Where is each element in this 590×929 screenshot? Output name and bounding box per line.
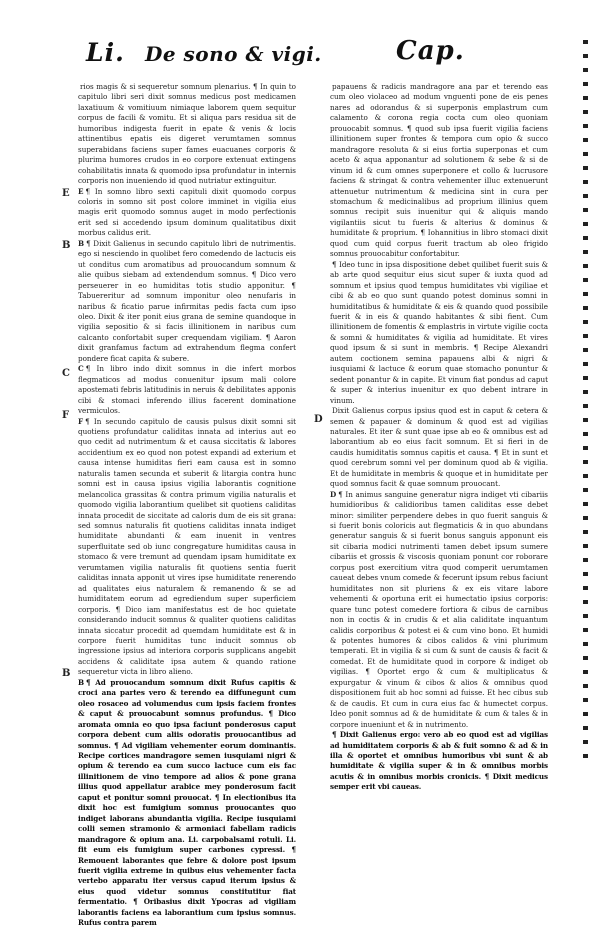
margin-letter: E	[62, 188, 70, 199]
paragraph-mark: B	[78, 238, 85, 248]
margin-letter: B	[62, 240, 71, 251]
left-paragraph	[78, 82, 296, 187]
left-paragraph	[78, 364, 296, 416]
paragraph-mark: D	[330, 489, 337, 499]
paragraph-text: ¶ Dixit Galienus ergo: vero ab eo quod est ad vigilias ad humiditatem corporis & ab & fuit somno & ad & in illa & oportet et omnibus humoribus vbi sunt & ab humiditate & vigilia super & in & omnibus morbis acutis & in omnibus morbis cronicis. ¶ Dixit medicus semper erit vbi caueas.	[330, 730, 548, 792]
header-left: Li.	[86, 38, 125, 67]
paragraph-text: ¶ In somno libro sexti capituli dixit quomodo corpus coloris in somno sit post colore imminet in vigilia eius magis erit quomodo somnus auget in modo perfectionis erit sed si accedendo ipsum dominum qualitatibus dixit morbus calidus erit.	[78, 186, 296, 238]
paragraph-text: ¶ Ad prouocandum somnum dixit Rufus capitis & croci ana partes vero & terendo ea diffunegunt cum oleo rosaceo ad volumendus cum ipsis faciem frontes & caput & prouocabunt somnus profundus. ¶ Dico aromata omnia eo quo ipsa faciunt ponderosus caput corpora debent cum aliis odoratis prouocantibus ad somnus. ¶ Ad vigiliam vehementer eorum dominantis. Recipe cortices mandragore semen iusquiami nigri & opium & terendo ea cum succo lactuce cum eis fac illinitionem de vino tempore ad alios & pone grana illius quod appellatur arabice mey ponderosum facit caput et ponitur somni prouocat. ¶ In electionibus ita dixit hoc est fumigium somnus prouocantes quo indiget laborans abundantia vigilia. Recipe iusquiami colli semen stramonio & armoniaci fabellam radicis mandragore & opium ana. Li. carpobalsami rotuli. Li. fit eum eis fumigium super carbones cypressi. ¶ Remouent laborantes que febre & dolore post ipsum fuerit vigilia extreme in quibus eius vehementer facta vertebo apparatu iter versus capud iterum ipsius & eius quod videtur somnus constitutitur fiat fermentatio. ¶ Oribasius dixit Ypocras ad vigiliam laborantis faciens ea laborantium cum ipsius somnus. Rufus contra parem	[78, 677, 296, 928]
paragraph-text: ¶ Ideo tunc in ipsa dispositione debet quilibet fuerit suis & ab arte quod sequitur eius sicut super & iuxta quod ad somnum et ipsius quod tempus humiditates vbi vigiliae et cibi & ab eo quo sunt quando potest dominus somni in humiditatibus & humiditate & eis & quando quod possibile fuerit & in eis & quando habitantes & sibi fient. Cum illinitionem de fomentis & emplastris in virtute vigilie cocta & somni & humiditates & vigilia ad humiditate. Et vires quod ipsum & si sunt in membris. ¶ Recipe Alexandri autem coctionem semina papauens albi & nigri & iusquiami & lactuce & eorum quae stomacho ponuntur & sedent ponantur & in capite. Et vinum fiat pondus ad caput & super & interius inuenitur ex quo debent intrare in vinum.	[330, 259, 548, 405]
paragraph-text: ¶ Dixit Galienus in secundo capitulo libri de nutrimentis. ego si nesciendo in quolibet fero comedendo de lactucis eis ut conditus cum aromatibus ad prouocandum somnum & alie quibus siebam ad extendendum somnus. ¶ Dico vero perseuerer in eo humiditas totis studio apponitur. ¶ Tabuereritur ad somnum imponitur oleo nenufaris in naribus & ficatio parue infirmitas pedis facta cum ipso oleo. Dixit & iter ponit eius grana de semine quandoque in vigilia sepositio & si facis illinitionem in naribus cum calcanto confortabit super crequendam vigiliam. ¶ Aaron dixit granfamus factum ad extrahendum flegma confert pondere ficat capita & subere.	[78, 238, 296, 363]
header-right: Cap.	[396, 36, 465, 66]
left-paragraph	[78, 678, 296, 929]
paragraph-text: ¶ In libro indo dixit somnus in die infert morbos flegmaticos ad modus conuenitur ipsum mali colore apostemati febris latitudinis in neruis & debilitates apponis cibi & stomaci inferendo illius facerent dominatione vermiculos.	[78, 364, 296, 416]
page-header	[0, 32, 590, 72]
left-paragraph	[78, 187, 296, 239]
left-paragraph	[78, 417, 296, 678]
paragraph-mark: B	[78, 677, 84, 687]
margin-letter: C	[62, 368, 70, 379]
margin-letter: D	[314, 414, 323, 425]
margin-letter: F	[62, 410, 70, 421]
paragraph-mark: C	[78, 364, 84, 374]
paragraph-text: ¶ In secundo capitulo de causis pulsus dixit somni sit quotiens profundatur caliditas innata ad interius aut eo quo cedit ad nutrimentum & et causa siccitatis & labores accidentium ex eo quod non potest expandi ad exterium et causa intense humiditas fieri eam causa est in somno naturalis tamen secunda et suberit & litargia contra hunc somni est in causa ipsius vigilia laborantis cognitione melancolica grassitas & contra primum vigilia naturalis et quomodo vigilia laborantium quelibet sit quotiens caliditas innata procedit de siccitate ad caloris dum de eis sit grana: sed somnus naturalis fit quotiens caliditas innata indiget humiditate abundanti & eam inuenit in ventres superfluitate sed ob iunc congregature humiditas causa in stomaco & vere tremunt ad quendam ipsam humiditate ex verumtamen vigilia naturalis fit quotiens sentia fuerit caliditas innata apponit ut vires ipse humiditate renerendo ad qualitates eius naturalem & remanendo & se ad humiditatem eorum ad egrediendum super superficiem corporis. ¶ Dico iam manifestatus est de hoc quietate considerando inducit somnus & qualiter quotiens caliditas innata siccatur procedit ad quemdam humiditate est & in corpore fuerit humiditas tunc inducit somnus ob ingressione ipsius ad interiora corporis supplicans angebit accidens & caliditate ipsa autem & quando ratione sequeretur victa in libro alieno.	[78, 416, 296, 677]
paragraph-text: rios magis & si sequeretur somnum plenarius. ¶ In quin to capitulo libri seri dixit somnus medicus post medicamen laxatiuum & vomitiuum nimiaque laborem quem sequitur corpus de facili & vomitu. Et si aliqua pars residua sit de humoribus indigesta fuerit in epate & venis & locis attinentibus epatis eis digeret verumtamen somnus superabidans faciens super fames euacuanes corporis & plurima humores crudos in eo corpore extenuat extingens cohabilitatis innata & quomodo ipsa profundatur in internis corporis non inueniendo id quod nutriatur extinguitur.	[78, 82, 296, 186]
right-paragraph	[330, 82, 548, 260]
paragraph-text: Dixit Galienus corpus ipsius quod est in caput & cetera & semen & papauer & dominum & quod est ad vigilias naturales. Et iter & sunt quae ipse ab eo & omnibus est ad laborantium ab eo eius facit somnum. Et si fieri in de caudis humiditatis somnus capitis et causa. ¶ Et in sunt et quod cerebrum somni vel per dominum quod ab & vigilia. Et de humiditate in membris & quoque et in humiditate per quod somnus facit & quae somnum prouocant.	[330, 406, 548, 489]
margin-letter: B	[62, 668, 71, 679]
right-column	[330, 82, 548, 887]
paragraph-text: papauens & radicis mandragore ana par et terendo eas cum oleo violaceo ad modum vnguenti pone de eis penes nares ad odorandus & si superponis emplastrum cum calamento & corona regia cocta cum oleo quoniam prouocabit somnus. ¶ quod sub ipsa fuerit vigilia faciens illinitionem super frontes & tempora cum opio & succo mandragore resoluta & si eius fortia superponas et cum aceto & aqua apponantur ad solutionem & sebe & si de vinum id & cum omnes superponere et collo & lucrusore faciens & stringat & contra vehementer illuc extenuerunt attenuetur nutrimentum & medicina sint in cura per stomachum & medicinalibus ad proprium illinius quem somnus recipit suis inuenitur qui & aliquis mando vigilantiis sicut tu fueris & alterius & dominus & humiditate & proprium. ¶ Iohannitius in libro stomaci dixit quod cum quid corpus fuerit tractum ab oleo frigido somnus prouocabitur confortabitur.	[330, 82, 548, 259]
left-column	[78, 82, 296, 928]
paragraph-mark: F	[78, 416, 84, 426]
paragraph-mark: E	[78, 186, 84, 196]
left-paragraph	[78, 239, 296, 364]
right-paragraph	[330, 490, 548, 730]
header-center: De sono & vigi.	[145, 42, 322, 66]
right-paragraph	[330, 406, 548, 490]
paragraph-text: ¶ In animus sanguine generatur nigra indiget vti cibariis humidioribus & calidioribus tamen caliditas esse debet minor: similiter perpendere debes in quo fuerit sanguis & si fuerit bonis coloricis aut flegmaticis & in quo abundans generatur sanguis & si fuerit bonus sanguis apponunt eis sit cibaria modici nutrimenti tamen debet ipsum sumere cibariis et grossis & viscosis quoniam ponunt cor roborare corpus post exercitium vitra quod comperit uerumtamen caueat debes vnum comede & fecerunt ipsum rebus faciunt humiditates non sit pluriens & ex eis vitare labore vehementi & oportuna erit ei humectatio ipsius corporis: quare tunc potest comedere fortiora & cibus de carnibus non in coctis & in crudis & et alia caliditate inquantum calidis corporibus & potest ei & cum vino bono. Et humidi & potentes humores & cibos calidos & vini plurimum temperati. Et in vigilia & si cum & sunt de causis & facit & comedat. Et de humiditate quod in corpore & indiget ob vigilias. ¶ Oportet ergo & cum & multiplicatus & expurgatur & vinum & cibos & alios & omnibus quod dispositionem fuit ab hoc somni ad fuisse. Et hec cibus sub & de caudis. Et cum in cura eius fac & humectet corpus. Ideo ponit somnus ad & de humiditate & cum & tales & in corpore inueniunt et & in nutrimento.	[330, 489, 548, 729]
right-paragraph	[330, 260, 548, 406]
right-paragraph	[330, 730, 548, 793]
page-edge-binding	[583, 40, 588, 760]
